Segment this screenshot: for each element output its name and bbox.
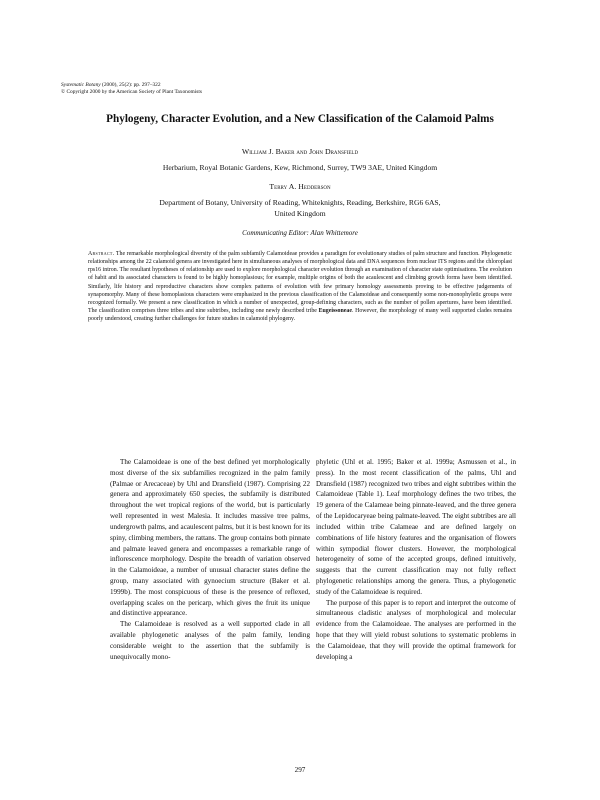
body-column-right xyxy=(316,457,516,662)
affiliation-kew: Herbarium, Royal Botanic Gardens, Kew, Richmond, Surrey, TW9 3AE, United Kingdom xyxy=(162,163,438,172)
page-number: 297 xyxy=(294,766,306,774)
body-paragraph: The Calamoideae is resolved as a well supported clade in all available phylogenetic analyses of the palm family, lending considerable weight to the assertion that the subfamily is unequivocally mono- xyxy=(110,620,310,661)
journal-citation xyxy=(61,82,161,89)
abstract-text-2: . However, the morphology of many well supported clades remains poorly understood, creating further challenges for future studies in calamoid phylogeny. xyxy=(88,308,512,323)
communicating-editor: Communicating Editor: Alan Whittemore xyxy=(242,229,358,237)
affiliation-reading-line2: United Kingdom xyxy=(274,209,326,218)
authors-secondary: Terry A. Hedderson xyxy=(269,182,331,191)
journal-name: Systematic Botany xyxy=(61,82,101,88)
abstract-label: Abstract. xyxy=(88,251,115,257)
abstract-new-tribe: Eugeissoneae xyxy=(318,308,352,315)
authors-primary: William J. Baker and John Dransfield xyxy=(241,147,359,156)
body-column-left xyxy=(110,457,310,662)
body-paragraph: The Calamoideae is one of the best defined yet morphologically most diverse of the six subfamilies recognized in the palm family (Palmae or Arecaceae) by Uhl and Dransfield (1987). Comprising 22 genera and approximately 650 species, the subfamily is distributed throughout the wet tropical regions of the world, but is particularly well represented in west Malesia. It includes massive tree palms, undergrowth palms, and acaulescent palms, but it is best known for its spiny, climbing members, the rattans. The group contains both pinnate and palmate leaved genera and encompasses a remarkable range of inflorescence morphology. Despite the breadth of variation observed in the Calamoideae, a number of unusual character states define the group, many associated with gynoecium structure (Baker et al. 1999b). The most conspicuous of these is the presence of reflexed, overlapping scales on the pericarp, which gives the fruit its unique and distinctive appearance. xyxy=(110,458,310,618)
journal-volume-pages: (2000), 25(2): pp. 297–322 xyxy=(100,82,161,88)
copyright-line: © Copyright 2000 by the American Society of Plant Taxonomists xyxy=(61,89,202,95)
body-paragraph: The purpose of this paper is to report and interpret the outcome of simultaneous cladistic analyses of morphological and molecular evidence from the Calamoideae. The analyses are performed in the hope that they will yield robust solutions to systematic problems in the Calamoideae, that they will provide the optimal framework for developing a xyxy=(316,598,516,661)
article-title: Phylogeny, Character Evolution, and a New Classification of the Calamoid Palms xyxy=(106,113,494,125)
affiliation-reading-line1: Department of Botany, University of Reading, Whiteknights, Reading, Berkshire, RG6 6AS, xyxy=(159,198,441,207)
abstract-text-1: The remarkable morphological diversity of the palm subfamily Calamoideae provides a paradigm for evolutionary studies of palm structure and function. Phylogenetic relationships among the 22 calamoid genera are investigated here in simultaneous analyses of morphological data and DNA sequences from nuclear ITS regions and the chloroplast rps16 intron. The resultant hypotheses of relationship are used to explore morphological character evolution through an examination of character state optimisations. The evolution of habit and its associated characters is found to be highly homoplasious; for example, multiple origins of both the acaulescent and climbing growth forms have been identified. Similarly, life history and reproductive characters show complex patterns of evolution with few primary homology assessments proving to be effective judgements of synapomorphy. Many of these homoplasious characters were emphasized in the previous classification of the Calamoideae and consequently some non-monophyletic groups were recognized formally. We present a new classification in which a number of unexpected, group-defining characters, such as the number of pollen apertures, have been identified. The classification comprises three tribes and nine subtribes, including one newly described tribe xyxy=(88,251,512,315)
abstract xyxy=(88,250,512,323)
body-paragraph: phyletic (Uhl et al. 1995; Baker et al. 1999a; Asmussen et al., in press). In the most recent classification of the palms, Uhl and Dransfield (1987) recognized two tribes and eight subtribes within the Calamoideae (Table 1). Leaf morphology defines the two tribes, the 19 genera of the Calameae being pinnate-leaved, and the three genera of the Lepidocaryeae being palmate-leaved. The eight subtribes are all included within tribe Calameae and are defined largely on combinations of life history features and the organisation of flowers within sympodial flower clusters. However, the morphological heterogeneity of some of the accepted groups, defined intuitively, suggests that the current classification may not fully reflect phylogenetic relationships among the genera. Thus, a phylogenetic study of the Calamoideae is required. xyxy=(316,458,516,596)
